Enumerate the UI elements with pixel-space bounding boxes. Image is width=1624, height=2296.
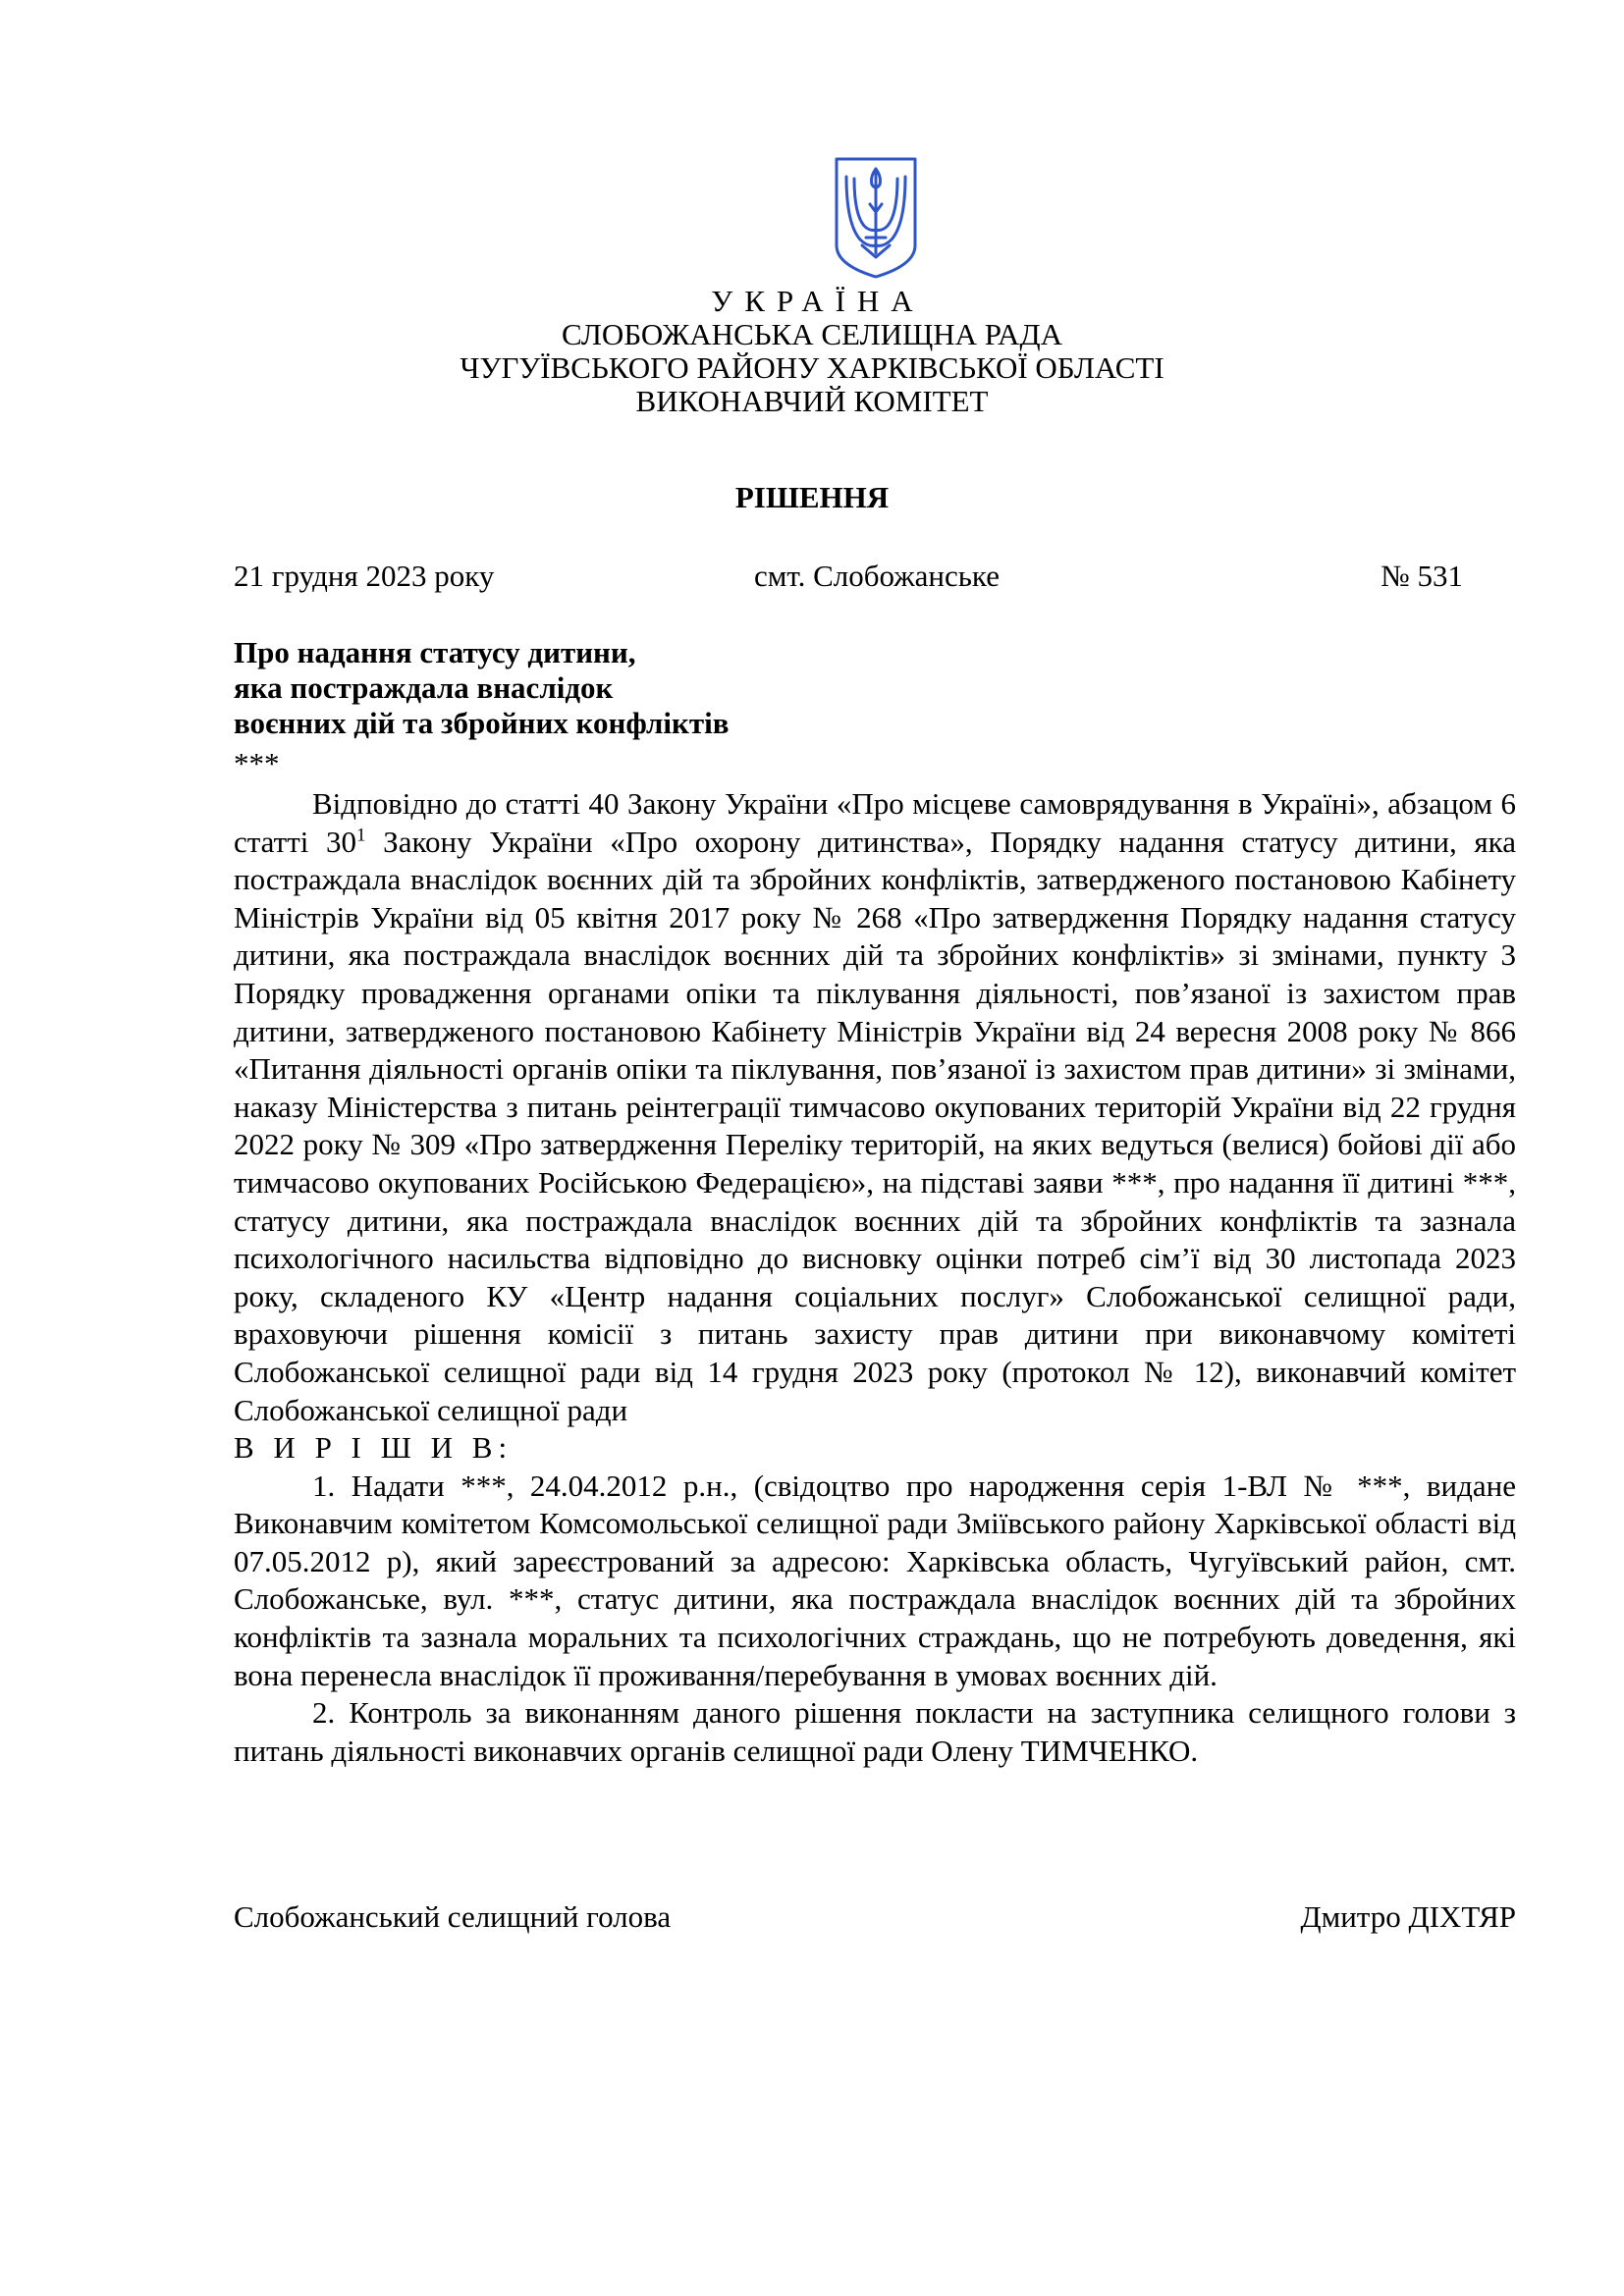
document-date: 21 грудня 2023 року: [234, 559, 495, 593]
signatory-position: Слобожанський селищний голова: [234, 1899, 672, 1934]
redacted-mark: ***: [234, 746, 280, 780]
subject-line: яка постраждала внаслідок: [234, 670, 614, 705]
subject-line: Про надання статусу дитини,: [234, 635, 636, 669]
document-number: № 531: [1380, 559, 1463, 593]
preamble-text: Закону України «Про охорону дитинства», Порядку надання статусу дитини, яка постраждала внаслідок воєнних дій та збройних конфліктів, затвердженого постановою Кабінету Міністрів України від 05 квітня 2017 року № 268 «Про затвердження Порядку надання статусу дитини, яка постраждала внаслідок воєнних дій та збройних конфліктів» зі змінами, пункту 3 Порядку провадження органами опіки та піклування діяльності, пов’язаної із захистом прав дитини, затвердженого постановою Кабінету Міністрів України від 24 вересня 2008 року № 866 «Питання діяльності органів опіки та піклування, пов’язаної із захистом прав дитини» зі змінами, наказу Міністерства з питань реінтеграції тимчасово окупованих територій України від 22 грудня 2022 року № 309 «Про затвердження Переліку територій, на яких ведуться (велися) бойові дії або тимчасово окупованих Російською Федерацією», на підставі заяви ***, про надання її дитині ***, статусу дитини, яка постраждала внаслідок воєнних дій та збройних конфліктів та зазнала психологічного насильства відповідно до висновку оцінки потреб сім’ї від 30 листопада 2023 року, складеного КУ «Центр надання соціальних послуг» Слобожанської селищної ради, враховуючи рішення комісії з питань захисту прав дитини при виконавчому комітеті Слобожанської селищної ради від 14 грудня 2023 року (протокол № 12), виконавчий комітет Слобожанської селищної ради: [234, 824, 1516, 1427]
document-meta-row: [234, 560, 1463, 595]
issuer-header: [0, 285, 1624, 418]
decision-item-2: 2. Контроль за виконанням даного рішення покласти на заступника селищного голови з питань діяльності виконавчих органів селищної ради Олену ТИМЧЕНКО.: [234, 1695, 1516, 1768]
country-name: УКРАЇНА: [711, 284, 925, 318]
subject-line: воєнних дій та збройних конфліктів: [234, 706, 730, 740]
signature-block: [234, 1900, 1516, 1940]
decision-item-1: 1. Надати ***, 24.04.2012 р.н., (свідоцтво про народження серія 1-ВЛ № ***, видане Виконавчим комітетом Комсомольської селищної ради Зміївського району Харківської області від 07.05.2012 р), який зареєстрований за адресою: Харківська область, Чугуївський район, смт. Слобожанське, вул. ***, статус дитини, яка постраждала внаслідок воєнних дій та збройних конфліктів та зазнала моральних та психологічних страждань, що не потребують доведення, які вона перенесла внаслідок її проживання/перебування в умовах воєнних дій.: [234, 1468, 1516, 1692]
council-name: СЛОБОЖАНСЬКА СЕЛИЩНА РАДА: [562, 317, 1062, 351]
decided-heading: В И Р І Ш И В:: [234, 1430, 514, 1466]
document-title: РІШЕННЯ: [734, 480, 890, 514]
preamble-text: Відповідно до статті 40 Закону України «Про місцеве самоврядування в Україні», абзацом 6 статті 30: [234, 786, 1516, 859]
article-superscript: 1: [356, 825, 366, 846]
document-subject: [234, 635, 921, 741]
document-place: смт. Слобожанське: [754, 559, 1000, 593]
document-body: [234, 785, 1516, 1770]
signatory-name: Дмитро ДІХТЯР: [1300, 1899, 1516, 1934]
preamble-paragraph: [234, 785, 1516, 1429]
district-name: ЧУГУЇВСЬКОГО РАЙОНУ ХАРКІВСЬКОЇ ОБЛАСТІ: [460, 350, 1164, 385]
executive-body-name: ВИКОНАВЧИЙ КОМІТЕТ: [635, 384, 989, 418]
coat-of-arms-trident-icon: [833, 155, 919, 281]
